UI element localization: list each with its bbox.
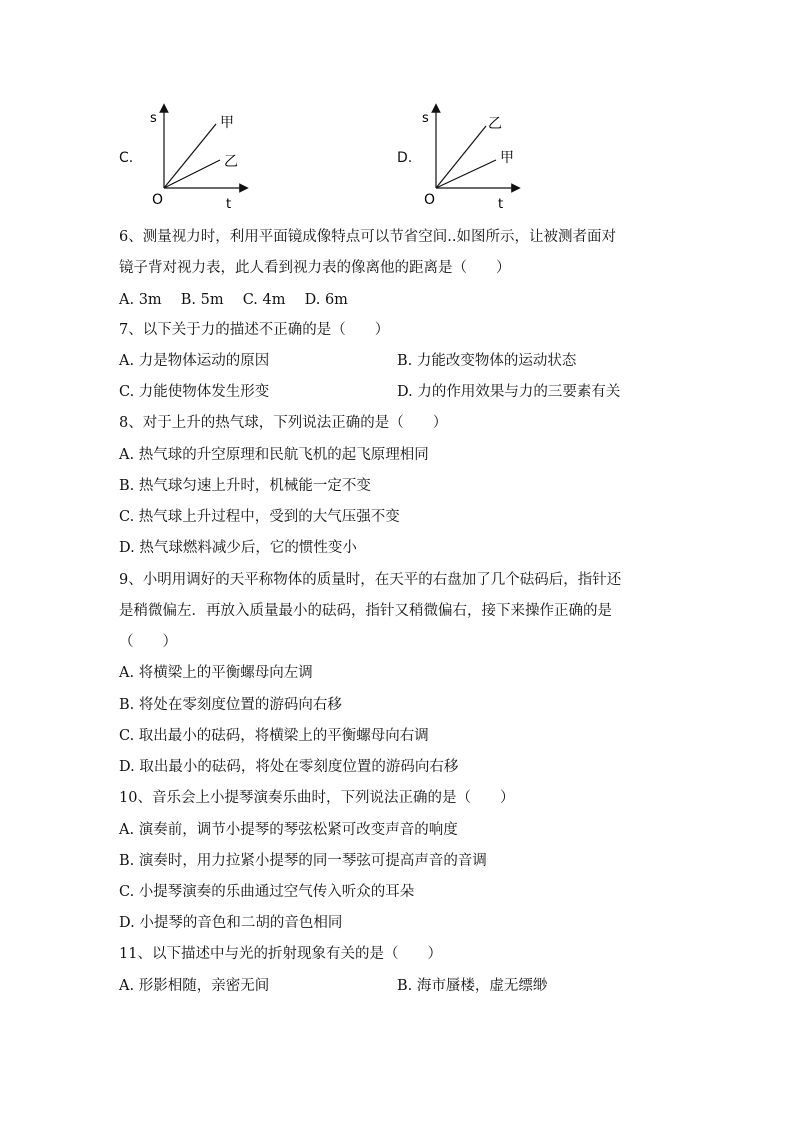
graph-d (412, 100, 532, 212)
line-lower (164, 160, 220, 188)
q6-stem-line2: 镜子背对视力表，此人看到视力表的像离他的距离是（ ） (119, 260, 511, 276)
q7-stem: 7、以下关于力的描述不正确的是（ ） (119, 322, 390, 338)
q10-option-a: A. 演奏前，调节小提琴的琴弦松紧可改变声音的响度 (119, 822, 458, 838)
curve-label-lower: 乙 (224, 154, 238, 170)
line-upper (436, 126, 486, 188)
line-upper (164, 124, 216, 188)
s-axis-label: s (150, 111, 157, 126)
q8-stem: 8、对于上升的热气球，下列说法正确的是（ ） (119, 415, 448, 431)
q11-stem: 11、以下描述中与光的折射现象有关的是（ ） (119, 946, 442, 962)
line-lower (436, 160, 496, 188)
q6-options: A. 3m B. 5m C. 4m D. 6m (119, 292, 348, 308)
curve-label-lower: 甲 (500, 150, 514, 166)
curve-label-upper: 甲 (220, 115, 234, 131)
q6-stem-line1: 6、测量视力时，利用平面镜成像特点可以节省空间..如图所示，让被测者面对 (119, 229, 616, 245)
t-axis-label: t (226, 197, 232, 212)
option-c-label: C. (119, 150, 134, 166)
q9-option-a: A. 将横梁上的平衡螺母向左调 (119, 665, 313, 681)
t-axis-label: t (498, 197, 504, 212)
q10-option-c: C. 小提琴演奏的乐曲通过空气传入听众的耳朵 (119, 884, 415, 900)
q10-option-b: B. 演奏时，用力拉紧小提琴的同一琴弦可提高声音的音调 (119, 853, 487, 869)
q9-stem-line1: 9、小明用调好的天平称物体的质量时，在天平的右盘加了几个砝码后，指针还 (119, 572, 622, 588)
q9-option-d: D. 取出最小的砝码，将处在零刻度位置的游码向右移 (119, 759, 459, 775)
graph-c (140, 100, 260, 212)
q7-option-b: B. 力能改变物体的运动状态 (397, 353, 577, 369)
q10-option-d: D. 小提琴的音色和二胡的音色相同 (119, 915, 343, 931)
q7-option-a: A. 力是物体运动的原因 (119, 353, 270, 369)
q8-option-b: B. 热气球匀速上升时，机械能一定不变 (119, 478, 371, 494)
origin-label: O (424, 192, 436, 208)
q7-option-d: D. 力的作用效果与力的三要素有关 (397, 384, 621, 400)
q10-stem: 10、音乐会上小提琴演奏乐曲时，下列说法正确的是（ ） (119, 790, 515, 806)
s-axis-label: s (422, 111, 429, 126)
q9-option-b: B. 将处在零刻度位置的游码向右移 (119, 697, 342, 713)
q11-option-a: A. 形影相随，亲密无间 (119, 978, 270, 994)
q7-option-c: C. 力能使物体发生形变 (119, 384, 270, 400)
curve-label-upper: 乙 (488, 116, 502, 132)
q8-option-d: D. 热气球燃料减少后，它的惯性变小 (119, 540, 357, 556)
q8-option-c: C. 热气球上升过程中，受到的大气压强不变 (119, 509, 400, 525)
q8-option-a: A. 热气球的升空原理和民航飞机的起飞原理相同 (119, 447, 429, 463)
q9-stem-line3: （ ） (119, 634, 177, 650)
origin-label: O (152, 192, 164, 208)
option-d-label: D. (397, 150, 413, 166)
q9-option-c: C. 取出最小的砝码，将横梁上的平衡螺母向右调 (119, 728, 429, 744)
q9-stem-line2: 是稍微偏左．再放入质量最小的砝码，指针又稍微偏右，接下来操作正确的是 (119, 603, 612, 619)
q11-option-b: B. 海市蜃楼，虚无缥缈 (397, 978, 548, 994)
